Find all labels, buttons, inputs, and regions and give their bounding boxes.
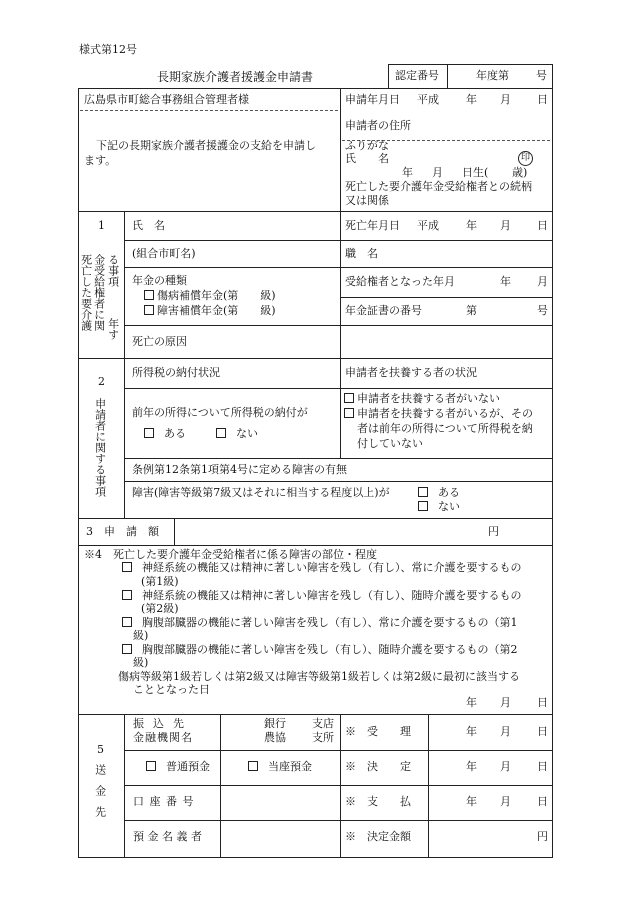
- request-text-line1: 下記の長期家族介護者援護金の支給を申請し: [96, 139, 316, 152]
- birth-month: 月: [432, 166, 443, 179]
- decided-amount-label: ※ 決定金額: [345, 830, 411, 843]
- branch-suffix: 支店: [312, 717, 334, 730]
- grade-date-text-2: こととなった日: [133, 683, 210, 696]
- cert-year-label: 年度第: [476, 69, 509, 82]
- payment-day: 日: [537, 795, 548, 808]
- checkbox[interactable]: [146, 761, 156, 771]
- coop-suffix: 農協: [264, 731, 286, 744]
- checkbox[interactable]: [122, 590, 132, 600]
- section-2-number: 2: [98, 375, 105, 388]
- cert-no-suffix: 号: [537, 304, 548, 317]
- decision-day: 日: [537, 760, 548, 773]
- application-day: 日: [537, 93, 548, 106]
- disability-no-option[interactable]: ない: [418, 501, 460, 514]
- note-option-4-grade: 級): [133, 656, 149, 669]
- checkbox[interactable]: [418, 487, 428, 497]
- receipt-year: 年: [466, 725, 477, 738]
- applicant-furigana-label: ふりがな: [345, 139, 389, 152]
- checkbox[interactable]: [344, 393, 354, 403]
- section-1-label-d: 年す: [106, 318, 120, 340]
- birth-year: 年: [402, 166, 413, 179]
- decided-amount-unit: 円: [537, 830, 548, 843]
- death-date-label: 死亡年月日: [345, 219, 400, 232]
- note-option-1[interactable]: 神経系統の機能又は精神に著しい障害を残し（有し）、常に介護を要するもの: [122, 562, 522, 575]
- note-option-3-grade: 級): [133, 629, 149, 642]
- pension-option-injury[interactable]: 傷病補償年金(第 級): [144, 290, 276, 303]
- account-number-label: 口 座 番 号: [133, 795, 195, 808]
- applicant-address-label: 申請者の住所: [345, 119, 411, 132]
- checkbox[interactable]: [144, 290, 154, 300]
- support-option-exists[interactable]: 申請者を扶養する者がいるが、その: [344, 408, 533, 421]
- birth-day: 日生(: [462, 166, 489, 179]
- eligible-year: 年: [500, 275, 511, 288]
- applicant-name-label: 氏 名: [345, 152, 389, 165]
- note-option-3[interactable]: 胸腹部臓器の機能に著しい障害を残し（有し）、常に介護を要するもの（第1: [122, 617, 518, 630]
- receipt-month: 月: [500, 725, 511, 738]
- grade-date-month: 月: [500, 696, 511, 709]
- current-deposit-option[interactable]: 当座預金: [248, 761, 312, 774]
- section-2-label: 申請者に関する事項: [93, 398, 107, 497]
- note-option-1-grade: (第1級): [141, 575, 179, 588]
- ordinary-deposit-option[interactable]: 普通預金: [146, 761, 210, 774]
- death-day: 日: [537, 219, 548, 232]
- checkbox[interactable]: [144, 428, 154, 438]
- disability-label: 障害(障害等級第7級又はそれに相当する程度以上)が: [132, 486, 390, 499]
- note-heading: ※4 死亡した要介護年金受給権者に係る障害の部位・程度: [84, 548, 377, 561]
- checkbox[interactable]: [418, 501, 428, 511]
- seal-mark: 印: [518, 151, 533, 166]
- decision-month: 月: [500, 760, 511, 773]
- application-month: 月: [500, 93, 511, 106]
- support-status-label: 申請者を扶養する者の状況: [345, 366, 477, 379]
- receipt-label: ※ 受 理: [345, 725, 411, 738]
- request-text-line2: ます。: [84, 154, 117, 167]
- pension-type-label: 年金の種類: [132, 274, 187, 287]
- disability-yes-option[interactable]: ある: [418, 487, 460, 500]
- union-name-label: (組合市町名): [132, 247, 196, 260]
- job-title-label: 職 名: [345, 247, 378, 260]
- payment-month: 月: [500, 795, 511, 808]
- tax-status-label: 所得税の納付状況: [132, 366, 220, 379]
- checkbox[interactable]: [122, 644, 132, 654]
- deceased-name-label: 氏 名: [132, 219, 165, 232]
- payment-year: 年: [466, 795, 477, 808]
- application-date-label: 申請年月日: [345, 93, 400, 106]
- eligible-date-label: 受給権者となった年月: [345, 275, 455, 288]
- checkbox[interactable]: [216, 428, 226, 438]
- tax-yes-option[interactable]: ある: [144, 428, 186, 441]
- checkbox[interactable]: [248, 761, 258, 771]
- addressee: 広島県市町総合事務組合管理者様: [84, 93, 249, 106]
- cert-number-label-2: 年金証書の番号: [345, 304, 422, 317]
- account-holder-label: 預 金 名 義 者: [133, 830, 202, 843]
- cert-no-label: 号: [536, 69, 547, 82]
- support-option-none[interactable]: 申請者を扶養する者がいない: [344, 393, 500, 406]
- birth-age: 歳): [512, 166, 528, 179]
- bank-label-2: 金融機関名: [133, 731, 193, 744]
- note-option-2[interactable]: 神経系統の機能又は精神に著しい障害を残し（有し）、随時介護を要するもの: [122, 590, 522, 603]
- amount-unit: 円: [488, 525, 499, 538]
- payment-label: ※ 支 払: [345, 795, 411, 808]
- relation-label-2: 又は関係: [345, 194, 389, 207]
- cert-no-prefix: 第: [466, 304, 477, 317]
- section-1-number: 1: [98, 219, 105, 232]
- note-option-4[interactable]: 胸腹部臓器の機能に著しい障害を残し（有し）、随時介護を要するもの（第2: [122, 644, 518, 657]
- decision-label: ※ 決 定: [345, 760, 411, 773]
- receipt-day: 日: [537, 725, 548, 738]
- pension-option-disability[interactable]: 障害補償年金(第 級): [144, 305, 276, 318]
- office-suffix: 支所: [312, 731, 334, 744]
- eligible-month: 月: [537, 275, 548, 288]
- form-title: 長期家族介護者援護金申請書: [157, 70, 314, 84]
- death-month: 月: [500, 219, 511, 232]
- application-era: 平成: [417, 93, 439, 106]
- form-number: 様式第12号: [79, 43, 137, 56]
- grade-date-year: 年: [466, 696, 477, 709]
- death-era: 平成: [417, 219, 439, 232]
- relation-label-1: 死亡した要介護年金受給権者との続柄: [345, 180, 532, 193]
- application-year: 年: [466, 93, 477, 106]
- checkbox[interactable]: [344, 408, 354, 418]
- tax-no-option[interactable]: ない: [216, 428, 258, 441]
- support-option-text-2: 者は前年の所得について所得税を納: [357, 422, 533, 435]
- checkbox[interactable]: [144, 305, 154, 315]
- section-1-label-b: 金受給権者に関: [92, 254, 106, 331]
- prev-year-tax-label: 前年の所得について所得税の納付が: [132, 406, 308, 419]
- ordinance-label: 条例第12条第1項第4号に定める障害の有無: [132, 463, 347, 476]
- section-5-number: 5: [97, 743, 104, 756]
- bank-label-1: 振 込 先: [133, 717, 183, 730]
- bank-suffix: 銀行: [264, 717, 286, 730]
- checkbox[interactable]: [122, 617, 132, 627]
- note-option-2-grade: (第2級): [141, 602, 179, 615]
- grade-date-text-1: 傷病等級第1級若しくは第2級又は障害等級第1級若しくは第2級に最初に該当する: [118, 670, 520, 683]
- decision-year: 年: [466, 760, 477, 773]
- section-1-label-a: 死亡した要介護: [79, 254, 93, 331]
- grade-date-day: 日: [537, 696, 548, 709]
- section-1-label-c: る事項: [106, 254, 120, 287]
- section-5-label: 送金先: [93, 764, 107, 827]
- cert-number-label: 認定番号: [395, 69, 439, 82]
- support-option-text-3: 付していない: [357, 437, 423, 450]
- death-year: 年: [466, 219, 477, 232]
- application-amount-label: 3 申 請 額: [86, 525, 159, 538]
- death-cause-label: 死亡の原因: [132, 335, 187, 348]
- checkbox[interactable]: [122, 562, 132, 572]
